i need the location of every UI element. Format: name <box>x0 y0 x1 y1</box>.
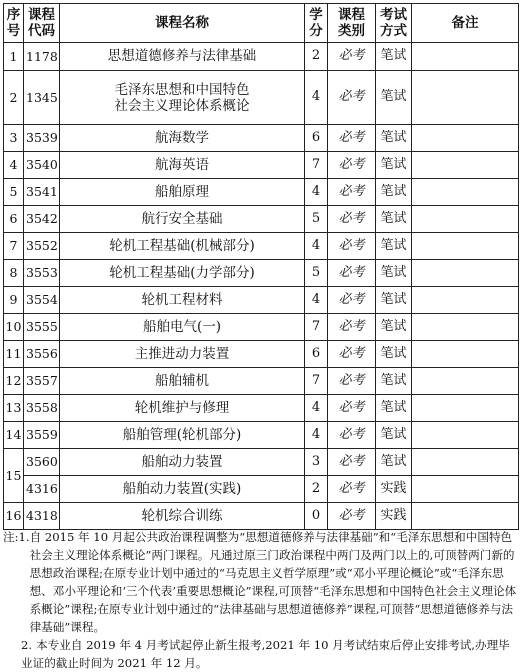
name-cell: 航行安全基础 <box>60 206 305 233</box>
credits-cell: 2 <box>305 43 328 71</box>
credits-cell: 4 <box>305 179 328 206</box>
credits-cell: 4 <box>305 422 328 449</box>
remarks-cell <box>412 71 519 125</box>
name-cell: 船舶动力装置(实践) <box>60 476 305 503</box>
exam-cell: 笔试 <box>376 43 412 71</box>
table-row <box>4 341 519 368</box>
credits-cell: 2 <box>305 476 328 503</box>
code-cell: 3542 <box>24 206 60 233</box>
table-row <box>4 71 519 125</box>
code-cell: 3559 <box>24 422 60 449</box>
credits-cell: 4 <box>305 395 328 422</box>
category-cell: 必考 <box>328 449 376 476</box>
name-cell: 船舶原理 <box>60 179 305 206</box>
exam-cell: 笔试 <box>376 125 412 152</box>
header-exam: 考试 方式 <box>376 4 412 43</box>
remarks-cell <box>412 125 519 152</box>
exam-cell: 实践 <box>376 476 412 503</box>
table-row <box>4 179 519 206</box>
code-cell: 3553 <box>24 260 60 287</box>
name-cell: 船舶辅机 <box>60 368 305 395</box>
header-name: 课程名称 <box>60 4 305 43</box>
table-row <box>4 260 519 287</box>
seq-cell: 6 <box>4 206 24 233</box>
credits-cell: 7 <box>305 314 328 341</box>
remarks-cell <box>412 395 519 422</box>
exam-cell: 实践 <box>376 503 412 530</box>
category-cell: 必考 <box>328 503 376 530</box>
note-1-lead: 注:1. <box>3 530 30 544</box>
code-cell: 3555 <box>24 314 60 341</box>
seq-cell: 15 <box>4 449 24 503</box>
category-cell: 必考 <box>328 152 376 179</box>
seq-cell: 1 <box>4 43 24 71</box>
seq-cell: 4 <box>4 152 24 179</box>
credits-cell: 4 <box>305 71 328 125</box>
exam-cell: 笔试 <box>376 206 412 233</box>
exam-cell: 笔试 <box>376 422 412 449</box>
name-cell: 轮机综合训练 <box>60 503 305 530</box>
note-2 <box>3 636 518 672</box>
name-cell: 轮机工程基础(机械部分) <box>60 233 305 260</box>
footnotes <box>3 528 518 672</box>
credits-cell: 4 <box>305 287 328 314</box>
credits-cell: 7 <box>305 368 328 395</box>
table-row <box>4 503 519 530</box>
category-cell: 必考 <box>328 260 376 287</box>
remarks-cell <box>412 314 519 341</box>
seq-cell: 2 <box>4 71 24 125</box>
credits-cell: 4 <box>305 233 328 260</box>
category-cell: 必考 <box>328 206 376 233</box>
name-cell: 船舶管理(轮机部分) <box>60 422 305 449</box>
code-cell: 3552 <box>24 233 60 260</box>
header-code: 课程 代码 <box>24 4 60 43</box>
remarks-cell <box>412 260 519 287</box>
code-cell: 3554 <box>24 287 60 314</box>
category-cell: 必考 <box>328 43 376 71</box>
name-cell: 思想道德修养与法律基础 <box>60 43 305 71</box>
code-cell: 3556 <box>24 341 60 368</box>
credits-cell: 3 <box>305 449 328 476</box>
credits-cell: 5 <box>305 206 328 233</box>
name-cell: 轮机工程材料 <box>60 287 305 314</box>
seq-cell: 5 <box>4 179 24 206</box>
category-cell: 必考 <box>328 341 376 368</box>
header-credits: 学 分 <box>305 4 328 43</box>
credits-cell: 6 <box>305 125 328 152</box>
seq-cell: 9 <box>4 287 24 314</box>
seq-cell: 11 <box>4 341 24 368</box>
remarks-cell <box>412 422 519 449</box>
table-row <box>4 206 519 233</box>
category-cell: 必考 <box>328 125 376 152</box>
exam-cell: 笔试 <box>376 314 412 341</box>
remarks-cell <box>412 449 519 476</box>
remarks-cell <box>412 206 519 233</box>
course-table <box>3 3 519 530</box>
exam-cell: 笔试 <box>376 152 412 179</box>
remarks-cell <box>412 233 519 260</box>
seq-cell: 8 <box>4 260 24 287</box>
credits-cell: 7 <box>305 152 328 179</box>
category-cell: 必考 <box>328 422 376 449</box>
remarks-cell <box>412 287 519 314</box>
category-cell: 必考 <box>328 314 376 341</box>
table-row <box>4 476 519 503</box>
seq-cell: 16 <box>4 503 24 530</box>
table-row <box>4 314 519 341</box>
seq-cell: 7 <box>4 233 24 260</box>
remarks-cell <box>412 152 519 179</box>
exam-cell: 笔试 <box>376 179 412 206</box>
table-row <box>4 395 519 422</box>
table-row <box>4 233 519 260</box>
header-remarks: 备注 <box>412 4 519 43</box>
name-cell: 轮机工程基础(力学部分) <box>60 260 305 287</box>
code-cell: 3557 <box>24 368 60 395</box>
exam-cell: 笔试 <box>376 260 412 287</box>
remarks-cell <box>412 503 519 530</box>
exam-cell: 笔试 <box>376 449 412 476</box>
name-cell: 航海英语 <box>60 152 305 179</box>
header-seq: 序 号 <box>4 4 24 43</box>
credits-cell: 0 <box>305 503 328 530</box>
header-row <box>4 4 519 43</box>
category-cell: 必考 <box>328 287 376 314</box>
category-cell: 必考 <box>328 71 376 125</box>
table-row <box>4 368 519 395</box>
seq-cell: 13 <box>4 395 24 422</box>
name-cell: 船舶电气(一) <box>60 314 305 341</box>
name-cell: 毛泽东思想和中国特色 社会主义理论体系概论 <box>60 71 305 125</box>
category-cell: 必考 <box>328 233 376 260</box>
seq-cell: 12 <box>4 368 24 395</box>
note-2-lead: 2. <box>21 638 33 652</box>
category-cell: 必考 <box>328 476 376 503</box>
name-cell: 船舶动力装置 <box>60 449 305 476</box>
code-cell: 3540 <box>24 152 60 179</box>
code-cell: 3560 <box>24 449 60 476</box>
exam-cell: 笔试 <box>376 233 412 260</box>
remarks-cell <box>412 476 519 503</box>
seq-cell: 3 <box>4 125 24 152</box>
remarks-cell <box>412 43 519 71</box>
name-cell: 轮机维护与修理 <box>60 395 305 422</box>
note-1-text: 自 2015 年 10 月起公共政治课程调整为“思想道德修养与法律基础”和“毛泽东思想和中国特色社会主义理论体系概论”两门课程。凡通过原三门政治课程中两门及两门以上的,可顶替两门新的思想政治课程;在原专业计划中通过的“马克思主义哲学原理”或“邓小平理论概论”或“毛泽东思想、邓小平理论和‘三个代表’重要思想概论”课程,可顶替“毛泽东思想和中国特色社会主义理论体系概论”课程;在原专业计划中通过的“法律基础与思想道德修养”课程,可顶替“思想道德修养与法律基础”课程。 <box>29 530 517 634</box>
code-cell: 3539 <box>24 125 60 152</box>
seq-cell: 14 <box>4 422 24 449</box>
exam-cell: 笔试 <box>376 71 412 125</box>
category-cell: 必考 <box>328 368 376 395</box>
exam-cell: 笔试 <box>376 368 412 395</box>
header-category: 课程 类别 <box>328 4 376 43</box>
code-cell: 1345 <box>24 71 60 125</box>
code-cell: 4316 <box>24 476 60 503</box>
category-cell: 必考 <box>328 395 376 422</box>
seq-cell: 10 <box>4 314 24 341</box>
name-cell: 航海数学 <box>60 125 305 152</box>
code-cell: 1178 <box>24 43 60 71</box>
table-row <box>4 125 519 152</box>
code-cell: 4318 <box>24 503 60 530</box>
table-row <box>4 287 519 314</box>
exam-cell: 笔试 <box>376 395 412 422</box>
note-1 <box>3 528 518 636</box>
name-cell: 主推进动力装置 <box>60 341 305 368</box>
exam-cell: 笔试 <box>376 341 412 368</box>
credits-cell: 5 <box>305 260 328 287</box>
note-2-text: 本专业自 2019 年 4 月考试起停止新生报考,2021 年 10 月考试结束后停止安排考试,办理毕业证的截止时间为 2021 年 12 月。 <box>21 638 510 670</box>
credits-cell: 6 <box>305 341 328 368</box>
category-cell: 必考 <box>328 179 376 206</box>
code-cell: 3558 <box>24 395 60 422</box>
table-row <box>4 449 519 476</box>
code-cell: 3541 <box>24 179 60 206</box>
table-row <box>4 152 519 179</box>
table-row <box>4 43 519 71</box>
remarks-cell <box>412 179 519 206</box>
exam-cell: 笔试 <box>376 287 412 314</box>
remarks-cell <box>412 368 519 395</box>
remarks-cell <box>412 341 519 368</box>
table-row <box>4 422 519 449</box>
